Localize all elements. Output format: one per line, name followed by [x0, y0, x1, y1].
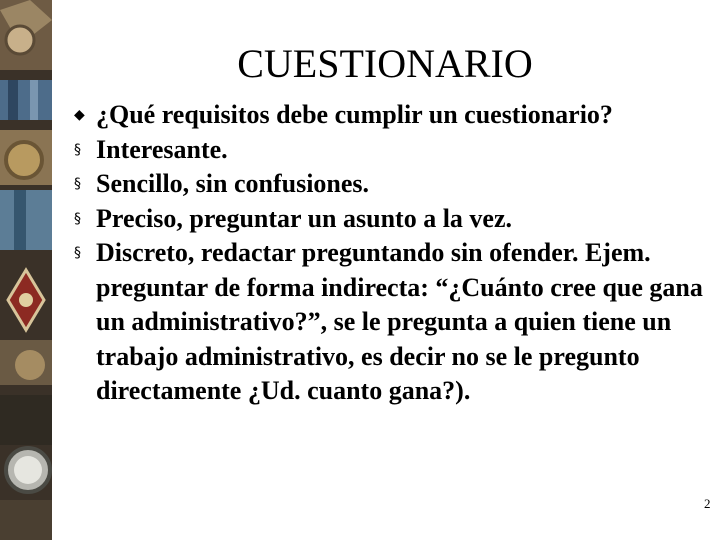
- bullet-interesante: [74, 133, 704, 168]
- diamond-bullet-icon: ◆: [74, 107, 85, 123]
- section-bullet-icon: §: [74, 141, 81, 158]
- section-bullet-icon: §: [74, 245, 81, 261]
- page-number: 2: [704, 496, 711, 511]
- decorative-medals-image: [0, 0, 52, 540]
- section-bullet-icon: §: [74, 176, 81, 192]
- bullet-text: ¿Qué requisitos debe cumplir un cuestionario?: [96, 100, 613, 129]
- bullet-discreto: [74, 236, 704, 409]
- bullet-text: Interesante.: [96, 134, 228, 164]
- bullet-text: Sencillo, sin confusiones.: [96, 169, 370, 198]
- bullet-list: [74, 98, 704, 409]
- section-bullet-icon: §: [74, 210, 81, 227]
- bullet-question: [74, 98, 704, 133]
- bullet-sencillo: [74, 167, 704, 202]
- bullet-text: Discreto, redactar preguntando sin ofender. Ejem. preguntar de forma indirecta: “¿Cuánto cree que gana un administrativo?”, se le pregunta a quien tiene un trabajo administrativo, es decir no se le pregunto directamente ¿Ud. cuanto gana?).: [96, 238, 703, 405]
- slide-title: CUESTIONARIO: [237, 41, 533, 86]
- bullet-preciso: [74, 202, 704, 237]
- bullet-text: Preciso, preguntar un asunto a la vez.: [96, 203, 513, 233]
